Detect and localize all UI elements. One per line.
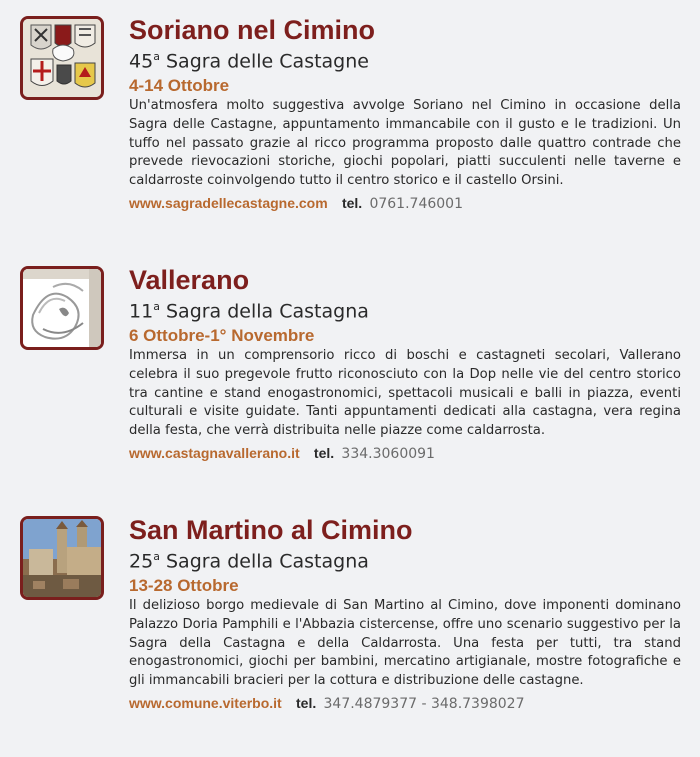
edition-number: 11 (129, 300, 154, 323)
tel-label: tel. (341, 195, 363, 212)
event-phone: 0761.746001 (369, 196, 463, 213)
san-martino-photo-image (20, 516, 104, 600)
event-subtitle (129, 45, 681, 73)
event-text (129, 15, 681, 214)
event-description: Il delizioso borgo medievale di San Martino al Cimino, dove imponenti dominano Palazzo Doria Pamphili e l'Abbazia cistercense, offre uno scenario suggestivo per la Sagra della Castagna e della Caldarrosta. Una festa per tutti, tra stand enogastronomici, giochi per bambini, mercatino artigianale, mostre fotografiche e gli immancabili bracieri per la cottura e distribuzione delle castagne. (129, 598, 681, 688)
event-subtitle (129, 295, 681, 323)
festival-name: Sagra della Castagna (165, 550, 369, 573)
event-website-link[interactable]: www.sagradellecastagne.com (129, 195, 328, 212)
event-description: Un'atmosfera molto suggestiva avvolge Soriano nel Cimino in occasione della Sagra delle Castagne, appuntamento immancabile con il gusto e le tradizioni. Un tuffo nel passato grazie al ricco programma proposto dalle quattro contrade che prevede rievocazioni storiche, giochi popolari, piatti succulenti nelle taverne e caldarroste coinvolgendo tutto il centro storico e il castello Orsini. (129, 98, 681, 188)
event-website-link[interactable]: www.comune.viterbo.it (129, 695, 282, 712)
vallerano-logo-image (20, 266, 104, 350)
event-title: San Martino al Cimino (129, 515, 413, 545)
edition-ordinal: a (153, 50, 160, 63)
edition-number: 25 (129, 550, 154, 573)
event-phone: 334.3060091 (341, 446, 435, 463)
edition-number: 45 (129, 50, 154, 73)
event-text (129, 515, 681, 714)
festival-name: Sagra delle Castagne (165, 50, 369, 73)
tel-label: tel. (313, 445, 335, 462)
event-website-link[interactable]: www.castagnavallerano.it (129, 445, 300, 462)
event-phone: 347.4879377 - 348.7398027 (323, 696, 525, 713)
tel-label: tel. (296, 695, 317, 712)
event-contact (129, 194, 681, 214)
event-title: Soriano nel Cimino (129, 15, 376, 45)
soriano-coat-of-arms-image (20, 16, 104, 100)
event-text (129, 265, 681, 464)
festival-name: Sagra della Castagna (165, 300, 369, 323)
event-description: Immersa in un comprensorio ricco di boschi e castagneti secolari, Vallerano celebra il suo pregevole frutto riconosciuto con la Dop nelle vie del centro storico tra cantine e stand enogastronomici, spettacoli musicali e balli in piazza, eventi culturali e visite guidate. Tanti appuntamenti dedicati alla castagna, vera regina della festa, che verrà distribuita nelle piazze come caldarrosta. (129, 348, 681, 438)
event-dates: 6 Ottobre-1° Novembre (129, 326, 315, 346)
event-subtitle (129, 545, 681, 573)
event-title: Vallerano (129, 265, 250, 295)
event-dates: 13-28 Ottobre (129, 576, 239, 596)
event-contact (129, 444, 681, 464)
event-dates: 4-14 Ottobre (129, 76, 230, 96)
event-contact (129, 694, 681, 714)
edition-ordinal: a (153, 300, 160, 313)
edition-ordinal: a (153, 550, 160, 563)
